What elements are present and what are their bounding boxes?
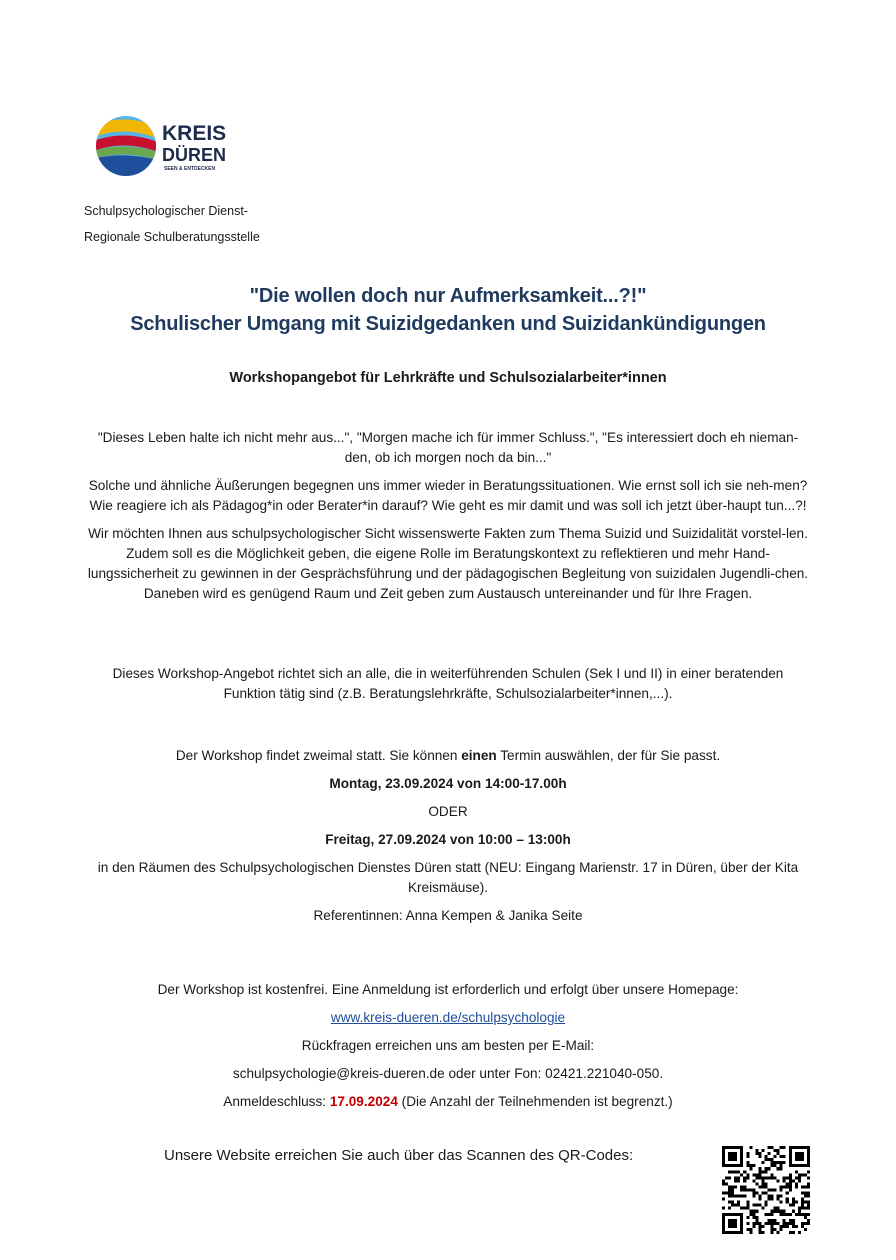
homepage-link[interactable]: www.kreis-dueren.de/schulpsychologie xyxy=(330,1010,566,1025)
page-title xyxy=(0,282,896,338)
paragraph-questions: Solche und ähnliche Äußerungen begegnen uns immer wieder in Beratungssituationen. Wie ernst soll ich sie neh-men? Wie reagiere ich als Pädagog*in oder Berater*in darauf? Wie geht es mir damit und was soll ich jetzt über-haupt tun...?! xyxy=(88,478,808,513)
org-line1: Schulpsychologischer Dienst- xyxy=(84,204,248,218)
subtitle: Workshopangebot für Lehrkräfte und Schulsozialarbeiter*innen xyxy=(229,370,667,386)
audience-text xyxy=(86,664,810,704)
qr-label: Unsere Website erreichen Sie auch über das Scannen des QR-Codes: xyxy=(164,1147,634,1164)
schedule-intro xyxy=(86,742,810,770)
deadline-note: (Die Anzahl der Teilnehmenden ist begrenzt.) xyxy=(397,1094,673,1109)
organisation-name xyxy=(84,198,260,250)
title-line2: Schulischer Umgang mit Suizidgedanken und Suizidankündigungen xyxy=(130,313,766,335)
logo-line2: DÜREN xyxy=(162,145,227,165)
schedule-intro-end: Termin auswählen, der für Sie passt. xyxy=(496,748,721,763)
kreis-dueren-logo xyxy=(96,112,236,180)
logo-line1: KREIS xyxy=(162,122,227,145)
location: in den Räumen des Schulpsychologischen Dienstes Düren statt (NEU: Eingang Marienstr. 17 in Düren, über der Kita Kreismäuse). xyxy=(97,860,799,895)
schedule-intro-start: Der Workshop findet zweimal statt. Sie können xyxy=(175,748,462,763)
schedule-intro-emphasis: einen xyxy=(461,748,497,763)
location-block xyxy=(86,858,810,926)
paragraph-quotes: "Dieses Leben halte ich nicht mehr aus...", "Morgen mache ich für immer Schluss.", "Es interessiert doch eh nieman-den, ob ich morgen noch da bin..." xyxy=(97,430,799,465)
deadline-label: Anmeldeschluss: xyxy=(223,1094,330,1109)
registration-info: Der Workshop ist kostenfrei. Eine Anmeldung ist erforderlich und erfolgt über unsere Homepage: xyxy=(157,982,739,997)
speakers: Referentinnen: Anna Kempen & Janika Seite xyxy=(313,908,583,923)
title-line1: "Die wollen doch nur Aufmerksamkeit...?!" xyxy=(249,285,647,307)
deadline-date: 17.09.2024 xyxy=(329,1094,398,1109)
registration-section xyxy=(86,976,810,1116)
contact-details: schulpsychologie@kreis-dueren.de oder unter Fon: 02421.221040-050. xyxy=(232,1066,664,1081)
qr-code-icon[interactable] xyxy=(722,1146,810,1234)
paragraph-goals: Wir möchten Ihnen aus schulpsychologischer Sicht wissenswerte Fakten zum Thema Suizid und Suizidalität vorstel-len. Zudem soll es die Möglichkeit geben, die eigene Rolle im Beratungskontext zu reflektieren und mehr Hand-lungssicherheit zu gewinnen in der Gesprächsführung und der pädagogischen Begleitung von suizidalen Jugendli-chen. Daneben wird es genügend Raum und Zeit geben zum Austausch untereinander und für Ihre Fragen. xyxy=(87,526,809,601)
schedule-section xyxy=(86,742,810,854)
or-separator: ODER xyxy=(428,804,468,819)
logo-tagline: SEEN & ENTDECKEN xyxy=(164,166,216,172)
org-line2: Regionale Schulberatungsstelle xyxy=(84,230,260,244)
date-option-2: Freitag, 27.09.2024 von 10:00 – 13:00h xyxy=(325,832,571,847)
audience: Dieses Workshop-Angebot richtet sich an alle, die in weiterführenden Schulen (Sek I und II) in einer beratenden Funktion tätig sind (z.B. Beratungslehrkräfte, Schulsozialarbeiter*innen,...). xyxy=(112,666,784,701)
deadline xyxy=(86,1088,810,1116)
contact-intro: Rückfragen erreichen uns am besten per E-Mail: xyxy=(301,1038,595,1053)
date-option-1: Montag, 23.09.2024 von 14:00-17.00h xyxy=(329,776,567,791)
intro-text xyxy=(86,428,810,612)
